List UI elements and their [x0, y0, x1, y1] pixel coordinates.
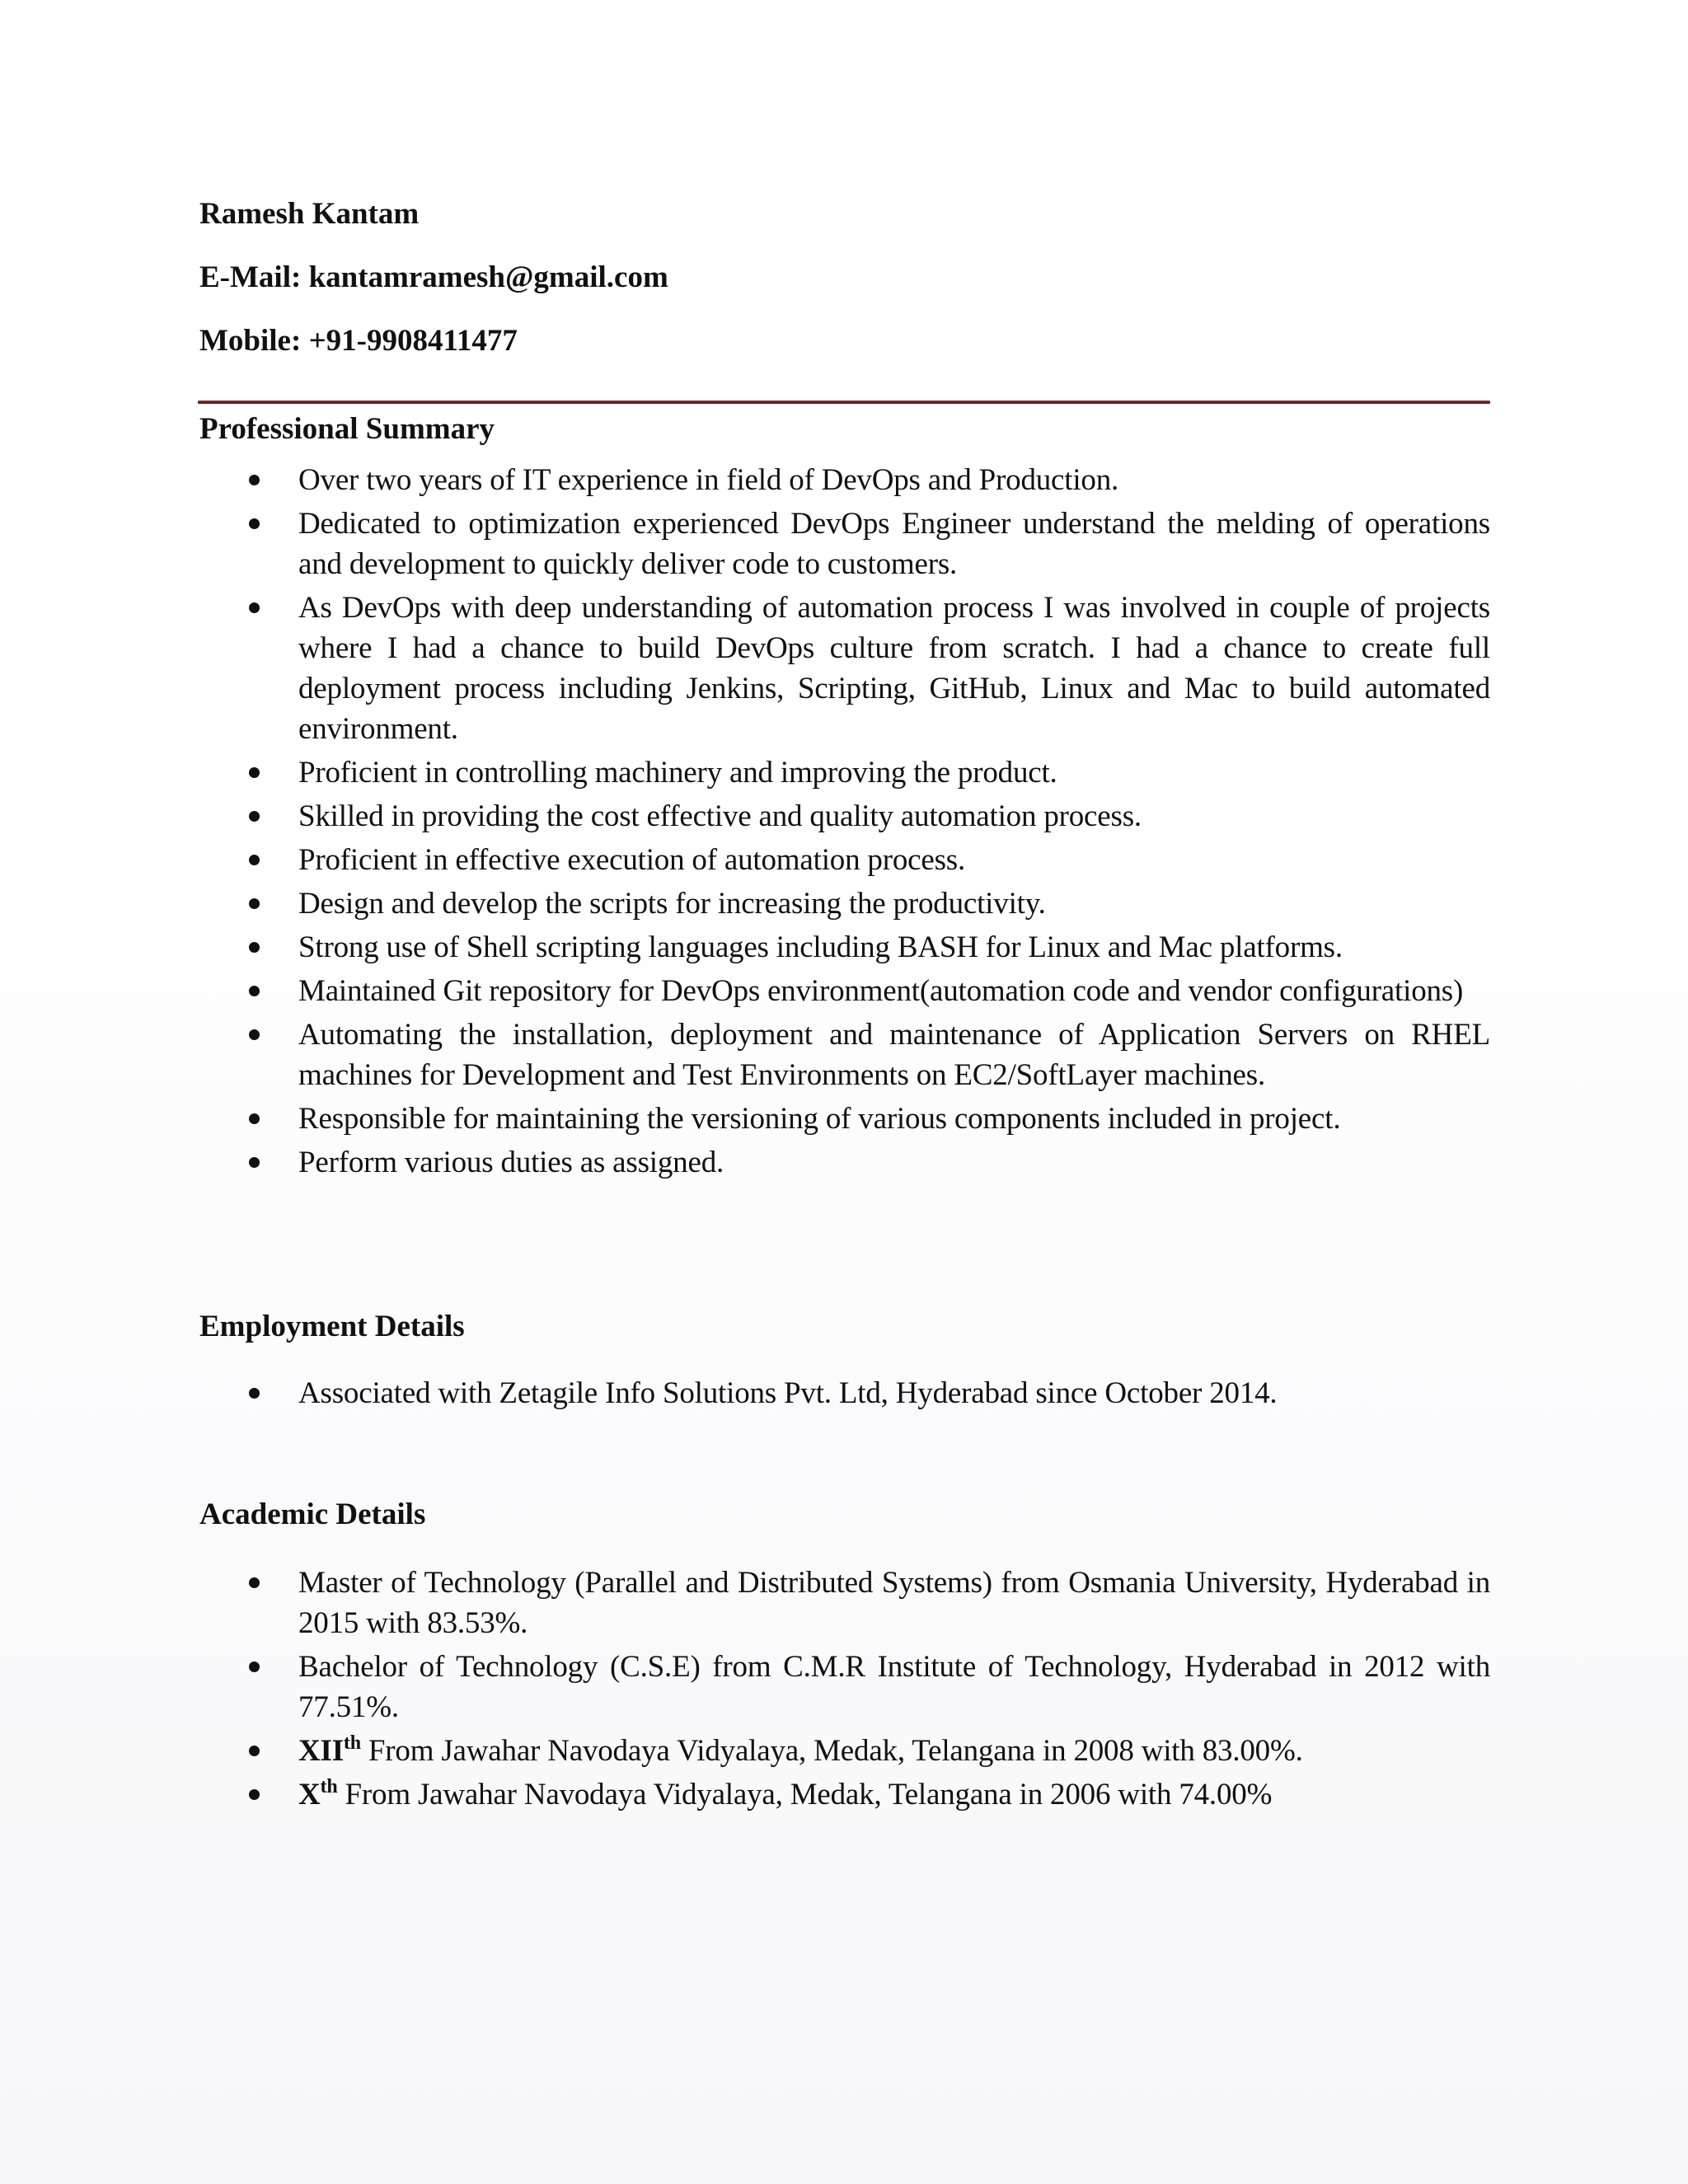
grade-x: X [298, 1778, 321, 1811]
list-item: Proficient in controlling machinery and improving the product. [199, 752, 1490, 793]
mobile-line [199, 323, 518, 359]
list-item: Strong use of Shell scripting languages including BASH for Linux and Mac platforms. [199, 927, 1490, 968]
academic-details-list [199, 1563, 1490, 1818]
list-item: Responsible for maintaining the versioning of various components included in project. [199, 1099, 1490, 1139]
bullet-icon [249, 942, 260, 953]
email-label: E-Mail: [199, 260, 302, 294]
mobile-label: Mobile: [199, 324, 302, 358]
header-divider [198, 401, 1490, 404]
list-item: Dedicated to optimization experienced DevOps Engineer understand the melding of operations and development to quickly deliver code to customers. [199, 504, 1490, 584]
bullet-icon [249, 767, 260, 778]
bullet-icon [249, 1113, 260, 1124]
academic-details-heading: Academic Details [199, 1497, 426, 1531]
email-line [199, 260, 668, 296]
mobile-value: +91-9908411477 [308, 324, 518, 358]
list-item: Design and develop the scripts for increasing the productivity. [199, 883, 1490, 924]
grade-xii-suffix: th [343, 1732, 361, 1754]
bullet-icon [249, 1029, 260, 1040]
list-item: Proficient in effective execution of automation process. [199, 840, 1490, 880]
bullet-icon [249, 1577, 260, 1588]
grade-x-suffix: th [320, 1776, 338, 1797]
list-item: Automating the installation, deployment and maintenance of Application Servers on RHEL machines for Development and Test Environments on EC2/SoftLayer machines. [199, 1015, 1490, 1095]
bullet-icon [249, 986, 260, 996]
bullet-icon [249, 1746, 260, 1756]
employment-details-heading: Employment Details [199, 1310, 465, 1343]
professional-summary-heading: Professional Summary [199, 412, 495, 446]
list-item: Skilled in providing the cost effective and quality automation process. [199, 796, 1490, 837]
grade-xii: XII [298, 1734, 344, 1768]
list-item: Master of Technology (Parallel and Distributed Systems) from Osmania University, Hyderabad in 2015 with 83.53%. [199, 1563, 1490, 1643]
professional-summary-list [199, 460, 1490, 1186]
list-item: Perform various duties as assigned. [199, 1142, 1490, 1183]
list-item: Bachelor of Technology (C.S.E) from C.M.R Institute of Technology, Hyderabad in 2012 with 77.51%. [199, 1647, 1490, 1727]
bullet-icon [249, 475, 260, 485]
list-item: Xth From Jawahar Navodaya Vidyalaya, Medak, Telangana in 2006 with 74.00% [199, 1774, 1490, 1815]
list-item: Associated with Zetagile Info Solutions Pvt. Ltd, Hyderabad since October 2014. [199, 1373, 1490, 1413]
list-item: Over two years of IT experience in field of DevOps and Production. [199, 460, 1490, 500]
list-item: As DevOps with deep understanding of automation process I was involved in couple of projects where I had a chance to build DevOps culture from scratch. I had a chance to create full deployment process including Jenkins, Scripting, GitHub, Linux and Mac to build automated environment. [199, 588, 1490, 749]
email-value[interactable]: kantamramesh@gmail.com [308, 260, 668, 294]
bullet-icon [249, 1789, 260, 1800]
employment-details-list [199, 1373, 1490, 1413]
list-item: Maintained Git repository for DevOps environment(automation code and vendor configurations) [199, 971, 1490, 1011]
bullet-icon [249, 898, 260, 909]
bullet-icon [249, 1388, 260, 1399]
list-item: XIIth From Jawahar Navodaya Vidyalaya, Medak, Telangana in 2008 with 83.00%. [199, 1731, 1490, 1771]
bullet-icon [249, 602, 260, 613]
candidate-name: Ramesh Kantam [199, 197, 420, 231]
bullet-icon [249, 518, 260, 529]
bullet-icon [249, 811, 260, 822]
bullet-icon [249, 855, 260, 865]
bullet-icon [249, 1661, 260, 1672]
bullet-icon [249, 1157, 260, 1168]
